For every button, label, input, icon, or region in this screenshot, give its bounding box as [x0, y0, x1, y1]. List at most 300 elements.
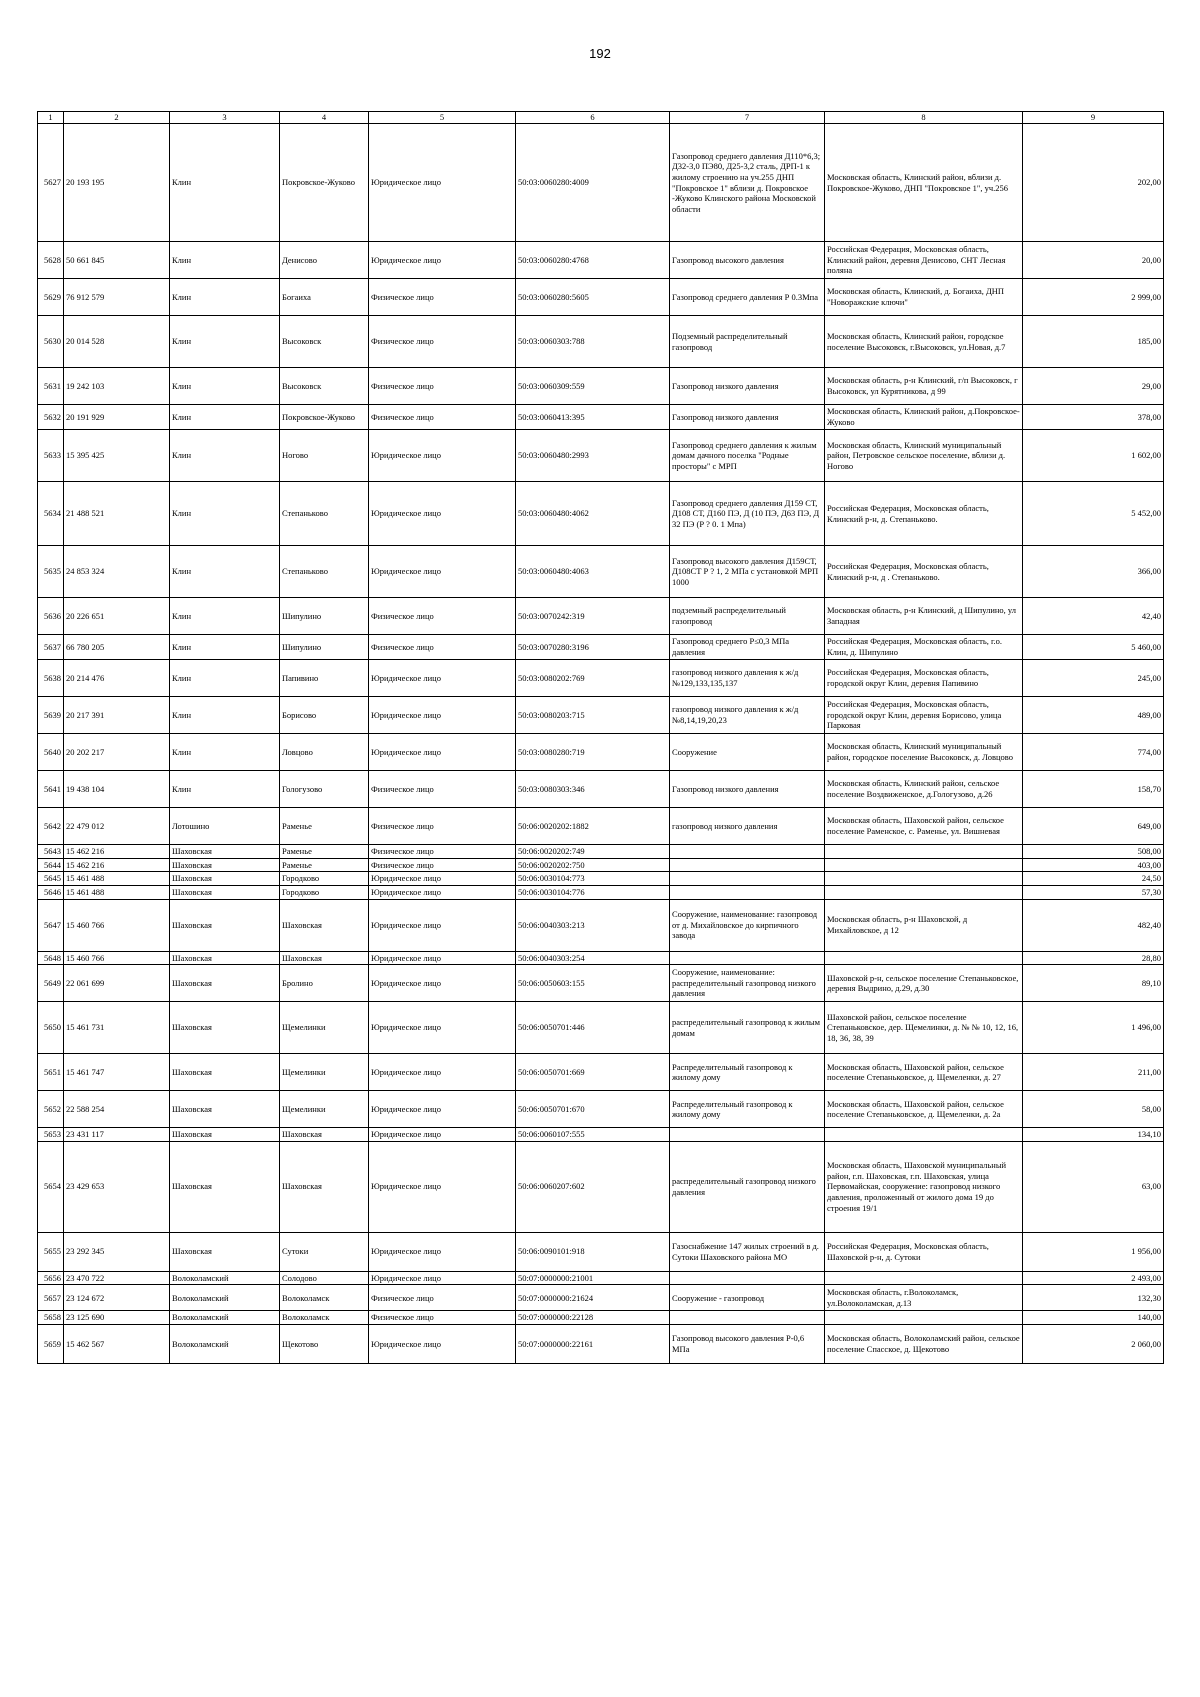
row-number-cell: 5637 [38, 635, 64, 660]
row-number-cell: 5629 [38, 279, 64, 316]
municipality-cell: Клин [170, 242, 280, 279]
area-value-cell: 1 602,00 [1023, 430, 1164, 482]
owner-type-cell: Юридическое лицо [369, 482, 516, 546]
area-value-cell: 140,00 [1023, 1311, 1164, 1325]
owner-type-cell: Физическое лицо [369, 808, 516, 845]
column-header-3: 3 [170, 112, 280, 124]
object-id-cell: 23 431 117 [64, 1128, 170, 1142]
locality-cell: Степаньково [280, 482, 369, 546]
row-number-cell: 5653 [38, 1128, 64, 1142]
object-description-cell: Газопровод низкого давления [670, 771, 825, 808]
address-cell: Шаховской район, сельское поселение Степаньковское, дер. Щемелинки, д. № № 10, 12, 16, 18, 36, 38, 39 [825, 1002, 1023, 1054]
owner-type-cell: Физическое лицо [369, 858, 516, 872]
object-description-cell: Сооружение [670, 734, 825, 771]
object-description-cell: подземный распределительный газопровод [670, 598, 825, 635]
address-cell [825, 951, 1023, 965]
table-body [38, 124, 1164, 1364]
address-cell [825, 1271, 1023, 1285]
area-value-cell: 5 452,00 [1023, 482, 1164, 546]
owner-type-cell: Физическое лицо [369, 771, 516, 808]
object-id-cell: 76 912 579 [64, 279, 170, 316]
object-description-cell: Распределительный газопровод к жилому дому [670, 1054, 825, 1091]
cadastral-number-cell: 50:03:0060309:559 [516, 368, 670, 405]
area-value-cell: 482,40 [1023, 899, 1164, 951]
area-value-cell: 366,00 [1023, 546, 1164, 598]
table-row [38, 660, 1164, 697]
owner-type-cell: Физическое лицо [369, 316, 516, 368]
owner-type-cell: Юридическое лицо [369, 872, 516, 886]
object-id-cell: 20 202 217 [64, 734, 170, 771]
area-value-cell: 2 493,00 [1023, 1271, 1164, 1285]
object-description-cell: Газопровод среднего давления к жилым домам дачного поселка "Родные просторы" с МРП [670, 430, 825, 482]
object-id-cell: 20 217 391 [64, 697, 170, 734]
object-id-cell: 15 460 766 [64, 899, 170, 951]
area-value-cell: 2 060,00 [1023, 1325, 1164, 1364]
cadastral-number-cell: 50:06:0060107:555 [516, 1128, 670, 1142]
object-id-cell: 15 462 216 [64, 858, 170, 872]
address-cell: Московская область, Шаховской муниципальный район, г.п. Шаховская, г.п. Шаховская, улица Первомайская, сооружение: газопровод низкого давления, проложенный от жилого дома 19 до строения 19/1 [825, 1141, 1023, 1232]
object-id-cell: 20 193 195 [64, 124, 170, 242]
cadastral-number-cell: 50:03:0060303:788 [516, 316, 670, 368]
area-value-cell: 378,00 [1023, 405, 1164, 430]
cadastral-number-cell: 50:06:0050603:155 [516, 965, 670, 1002]
row-number-cell: 5627 [38, 124, 64, 242]
table-row [38, 899, 1164, 951]
object-description-cell [670, 872, 825, 886]
object-description-cell [670, 1271, 825, 1285]
cadastral-number-cell: 50:07:0000000:22128 [516, 1311, 670, 1325]
area-value-cell: 24,50 [1023, 872, 1164, 886]
area-value-cell: 28,80 [1023, 951, 1164, 965]
area-value-cell: 2 999,00 [1023, 279, 1164, 316]
table-row [38, 242, 1164, 279]
address-cell: Российская Федерация, Московская область, г.о. Клин, д. Шипулино [825, 635, 1023, 660]
locality-cell: Раменье [280, 845, 369, 859]
locality-cell: Гологузово [280, 771, 369, 808]
cadastral-number-cell: 50:03:0080280:719 [516, 734, 670, 771]
table-row [38, 598, 1164, 635]
object-description-cell: Распределительный газопровод к жилому дому [670, 1091, 825, 1128]
table-row [38, 546, 1164, 598]
table-row [38, 1128, 1164, 1142]
object-id-cell: 19 242 103 [64, 368, 170, 405]
row-number-cell: 5635 [38, 546, 64, 598]
row-number-cell: 5647 [38, 899, 64, 951]
row-number-cell: 5643 [38, 845, 64, 859]
owner-type-cell: Физическое лицо [369, 368, 516, 405]
area-value-cell: 58,00 [1023, 1091, 1164, 1128]
address-cell: Московская область, Клинский муниципальный район, городское поселение Высоковск, д. Ловцово [825, 734, 1023, 771]
cadastral-number-cell: 50:07:0000000:22161 [516, 1325, 670, 1364]
object-id-cell: 23 125 690 [64, 1311, 170, 1325]
row-number-cell: 5650 [38, 1002, 64, 1054]
locality-cell: Покровское-Жуково [280, 124, 369, 242]
object-description-cell: Газопровод низкого давления [670, 405, 825, 430]
address-cell: Российская Федерация, Московская область, Клинский район, деревня Денисово, СНТ Лесная поляна [825, 242, 1023, 279]
table-row [38, 316, 1164, 368]
row-number-cell: 5630 [38, 316, 64, 368]
object-id-cell: 23 292 345 [64, 1232, 170, 1271]
locality-cell: Денисово [280, 242, 369, 279]
address-cell: Московская область, р-н Шаховской, д Михайловское, д 12 [825, 899, 1023, 951]
column-header-1: 1 [38, 112, 64, 124]
municipality-cell: Шаховская [170, 1128, 280, 1142]
table-row [38, 1054, 1164, 1091]
row-number-cell: 5641 [38, 771, 64, 808]
address-cell: Московская область, г.Волоколамск, ул.Волоколамская, д.13 [825, 1285, 1023, 1311]
area-value-cell: 158,70 [1023, 771, 1164, 808]
row-number-cell: 5648 [38, 951, 64, 965]
address-cell: Российская Федерация, Московская область, Клинский р-н, д. Степаньково. [825, 482, 1023, 546]
object-id-cell: 15 461 731 [64, 1002, 170, 1054]
object-description-cell [670, 1311, 825, 1325]
municipality-cell: Шаховская [170, 1232, 280, 1271]
locality-cell: Богаиха [280, 279, 369, 316]
municipality-cell: Волоколамский [170, 1311, 280, 1325]
owner-type-cell: Юридическое лицо [369, 1141, 516, 1232]
owner-type-cell: Юридическое лицо [369, 1002, 516, 1054]
object-description-cell: Газопровод высокого давления Д159СТ, Д108СТ Р ? 1, 2 МПа с установкой МРП 1000 [670, 546, 825, 598]
table-row [38, 872, 1164, 886]
locality-cell: Шаховская [280, 1128, 369, 1142]
object-description-cell: Газопровод среднего Р≤0,3 МПа давления [670, 635, 825, 660]
table-row [38, 482, 1164, 546]
cadastral-number-cell: 50:06:0030104:773 [516, 872, 670, 886]
owner-type-cell: Юридическое лицо [369, 697, 516, 734]
object-description-cell: Сооружение - газопровод [670, 1285, 825, 1311]
row-number-cell: 5631 [38, 368, 64, 405]
municipality-cell: Клин [170, 405, 280, 430]
row-number-cell: 5656 [38, 1271, 64, 1285]
locality-cell: Волоколамск [280, 1285, 369, 1311]
address-cell: Российская Федерация, Московская область, городской округ Клин, деревня Папивино [825, 660, 1023, 697]
table-row [38, 124, 1164, 242]
object-id-cell: 20 191 929 [64, 405, 170, 430]
object-description-cell: газопровод низкого давления [670, 808, 825, 845]
column-header-2: 2 [64, 112, 170, 124]
locality-cell: Шаховская [280, 951, 369, 965]
table-row [38, 430, 1164, 482]
table-row [38, 1285, 1164, 1311]
area-value-cell: 1 496,00 [1023, 1002, 1164, 1054]
municipality-cell: Шаховская [170, 965, 280, 1002]
area-value-cell: 202,00 [1023, 124, 1164, 242]
row-number-cell: 5636 [38, 598, 64, 635]
address-cell: Московская область, Клинский, д. Богаиха, ДНП "Новоражские ключи" [825, 279, 1023, 316]
table-row [38, 845, 1164, 859]
municipality-cell: Клин [170, 279, 280, 316]
locality-cell: Городково [280, 885, 369, 899]
owner-type-cell: Юридическое лицо [369, 430, 516, 482]
address-cell: Московская область, Шаховской район, сельское поселение Степаньковское, д. Щемеленки, д. 2а [825, 1091, 1023, 1128]
cadastral-number-cell: 50:06:0060207:602 [516, 1141, 670, 1232]
locality-cell: Покровское-Жуково [280, 405, 369, 430]
row-number-cell: 5652 [38, 1091, 64, 1128]
table-row [38, 1141, 1164, 1232]
table-row [38, 734, 1164, 771]
object-id-cell: 23 429 653 [64, 1141, 170, 1232]
object-description-cell: газопровод низкого давления к ж/д №129,133,135,137 [670, 660, 825, 697]
object-description-cell: распределительный газопровод к жилым домам [670, 1002, 825, 1054]
cadastral-number-cell: 50:03:0060480:4063 [516, 546, 670, 598]
locality-cell: Щемелинки [280, 1002, 369, 1054]
object-id-cell: 20 014 528 [64, 316, 170, 368]
object-id-cell: 23 470 722 [64, 1271, 170, 1285]
object-description-cell [670, 1128, 825, 1142]
area-value-cell: 134,10 [1023, 1128, 1164, 1142]
row-number-cell: 5654 [38, 1141, 64, 1232]
row-number-cell: 5649 [38, 965, 64, 1002]
object-description-cell [670, 845, 825, 859]
table-row [38, 808, 1164, 845]
municipality-cell: Шаховская [170, 885, 280, 899]
cadastral-number-cell: 50:06:0020202:1882 [516, 808, 670, 845]
cadastral-number-cell: 50:03:0060480:2993 [516, 430, 670, 482]
address-cell: Московская область, р-н Клинский, д Шипулино, ул Западная [825, 598, 1023, 635]
area-value-cell: 649,00 [1023, 808, 1164, 845]
locality-cell: Щемелинки [280, 1054, 369, 1091]
locality-cell: Папивино [280, 660, 369, 697]
cadastral-number-cell: 50:03:0080303:346 [516, 771, 670, 808]
object-id-cell: 15 461 747 [64, 1054, 170, 1091]
column-header-7: 7 [670, 112, 825, 124]
municipality-cell: Клин [170, 734, 280, 771]
object-description-cell: Газопровод среднего давления Д110*6,3; Д32-3,0 ПЭ80, Д25-3,2 сталь, ДРП-1 к жилому строению на уч.255 ДНП "Покровское 1" вблизи д. Покровское -Жуково Клинского района Московской области [670, 124, 825, 242]
object-id-cell: 15 462 216 [64, 845, 170, 859]
row-number-cell: 5659 [38, 1325, 64, 1364]
table-row [38, 405, 1164, 430]
address-cell: Московская область, Шаховской район, сельское поселение Раменское, с. Раменье, ул. Вишневая [825, 808, 1023, 845]
object-description-cell: Подземный распределительный газопровод [670, 316, 825, 368]
object-description-cell: Газопровод низкого давления [670, 368, 825, 405]
municipality-cell: Лотошино [170, 808, 280, 845]
municipality-cell: Клин [170, 482, 280, 546]
row-number-cell: 5639 [38, 697, 64, 734]
object-description-cell: Газоснабжение 147 жилых строений в д. Сутоки Шаховского района МО [670, 1232, 825, 1271]
cadastral-number-cell: 50:03:0060280:4009 [516, 124, 670, 242]
table-row [38, 1271, 1164, 1285]
municipality-cell: Шаховская [170, 858, 280, 872]
object-id-cell: 15 461 488 [64, 885, 170, 899]
object-description-cell: Сооружение, наименование: газопровод от д. Михайловское до кирпичного завода [670, 899, 825, 951]
owner-type-cell: Юридическое лицо [369, 242, 516, 279]
municipality-cell: Клин [170, 771, 280, 808]
locality-cell: Солодово [280, 1271, 369, 1285]
municipality-cell: Шаховская [170, 1141, 280, 1232]
locality-cell: Бролино [280, 965, 369, 1002]
table-row [38, 965, 1164, 1002]
owner-type-cell: Юридическое лицо [369, 965, 516, 1002]
locality-cell: Раменье [280, 808, 369, 845]
object-id-cell: 20 214 476 [64, 660, 170, 697]
address-cell: Московская область, Волоколамский район, сельское поселение Спасское, д. Щекотово [825, 1325, 1023, 1364]
object-description-cell: Газопровод среднего давления Д159 СТ, Д108 СТ, Д160 ПЭ, Д (10 ПЭ, Д63 ПЭ, Д 32 ПЭ (Р ? 0. 1 Мпа) [670, 482, 825, 546]
municipality-cell: Клин [170, 546, 280, 598]
owner-type-cell: Физическое лицо [369, 1311, 516, 1325]
municipality-cell: Клин [170, 598, 280, 635]
object-id-cell: 15 395 425 [64, 430, 170, 482]
locality-cell: Ловцово [280, 734, 369, 771]
cadastral-number-cell: 50:06:0050701:669 [516, 1054, 670, 1091]
area-value-cell: 29,00 [1023, 368, 1164, 405]
cadastral-number-cell: 50:03:0060480:4062 [516, 482, 670, 546]
owner-type-cell: Физическое лицо [369, 279, 516, 316]
locality-cell: Шипулино [280, 598, 369, 635]
object-id-cell: 15 462 567 [64, 1325, 170, 1364]
address-cell: Московская область, Шаховской район, сельское поселение Степаньковское, д. Щемеленки, д. 27 [825, 1054, 1023, 1091]
object-id-cell: 15 460 766 [64, 951, 170, 965]
locality-cell: Щемелинки [280, 1091, 369, 1128]
cadastral-number-cell: 50:03:0080203:715 [516, 697, 670, 734]
area-value-cell: 132,30 [1023, 1285, 1164, 1311]
object-id-cell: 22 588 254 [64, 1091, 170, 1128]
locality-cell: Степаньково [280, 546, 369, 598]
table-row [38, 279, 1164, 316]
address-cell: Московская область, Клинский район, д.Покровское-Жуково [825, 405, 1023, 430]
object-description-cell: газопровод низкого давления к ж/д №8,14,19,20,23 [670, 697, 825, 734]
cadastral-number-cell: 50:06:0050701:670 [516, 1091, 670, 1128]
area-value-cell: 1 956,00 [1023, 1232, 1164, 1271]
registry-table [37, 111, 1164, 1364]
object-id-cell: 22 479 012 [64, 808, 170, 845]
address-cell [825, 885, 1023, 899]
column-header-9: 9 [1023, 112, 1164, 124]
cadastral-number-cell: 50:03:0080202:769 [516, 660, 670, 697]
locality-cell: Шаховская [280, 899, 369, 951]
table-row [38, 635, 1164, 660]
cadastral-number-cell: 50:03:0060280:5605 [516, 279, 670, 316]
municipality-cell: Волоколамский [170, 1325, 280, 1364]
cadastral-number-cell: 50:03:0060280:4768 [516, 242, 670, 279]
area-value-cell: 89,10 [1023, 965, 1164, 1002]
table-row [38, 951, 1164, 965]
address-cell: Московская область, Клинский район, городское поселение Высоковск, г.Высоковск, ул.Новая, д.7 [825, 316, 1023, 368]
row-number-cell: 5657 [38, 1285, 64, 1311]
object-description-cell: Газопровод высокого давления Р-0,6 МПа [670, 1325, 825, 1364]
row-number-cell: 5633 [38, 430, 64, 482]
cadastral-number-cell: 50:06:0050701:446 [516, 1002, 670, 1054]
row-number-cell: 5658 [38, 1311, 64, 1325]
locality-cell: Волоколамск [280, 1311, 369, 1325]
municipality-cell: Клин [170, 368, 280, 405]
owner-type-cell: Юридическое лицо [369, 951, 516, 965]
municipality-cell: Клин [170, 316, 280, 368]
locality-cell: Высоковск [280, 316, 369, 368]
municipality-cell: Волоколамский [170, 1285, 280, 1311]
area-value-cell: 5 460,00 [1023, 635, 1164, 660]
column-header-4: 4 [280, 112, 369, 124]
owner-type-cell: Юридическое лицо [369, 734, 516, 771]
object-description-cell: Сооружение, наименование: распределительный газопровод низкого давления [670, 965, 825, 1002]
owner-type-cell: Юридическое лицо [369, 1128, 516, 1142]
row-number-cell: 5646 [38, 885, 64, 899]
municipality-cell: Шаховская [170, 899, 280, 951]
locality-cell: Высоковск [280, 368, 369, 405]
owner-type-cell: Юридическое лицо [369, 546, 516, 598]
column-header-5: 5 [369, 112, 516, 124]
address-cell: Российская Федерация, Московская область, городской округ Клин, деревня Борисово, улица Парковая [825, 697, 1023, 734]
address-cell: Российская Федерация, Московская область, Клинский р-н, д . Степаньково. [825, 546, 1023, 598]
cadastral-number-cell: 50:07:0000000:21001 [516, 1271, 670, 1285]
column-header-6: 6 [516, 112, 670, 124]
area-value-cell: 20,00 [1023, 242, 1164, 279]
column-header-8: 8 [825, 112, 1023, 124]
row-number-cell: 5632 [38, 405, 64, 430]
cadastral-number-cell: 50:06:0040303:254 [516, 951, 670, 965]
owner-type-cell: Юридическое лицо [369, 885, 516, 899]
locality-cell: Щекотово [280, 1325, 369, 1364]
area-value-cell: 185,00 [1023, 316, 1164, 368]
municipality-cell: Шаховская [170, 951, 280, 965]
owner-type-cell: Юридическое лицо [369, 124, 516, 242]
owner-type-cell: Физическое лицо [369, 635, 516, 660]
table-row [38, 697, 1164, 734]
object-id-cell: 21 488 521 [64, 482, 170, 546]
area-value-cell: 245,00 [1023, 660, 1164, 697]
table-row [38, 1002, 1164, 1054]
object-description-cell: Газопровод высокого давления [670, 242, 825, 279]
table-row [38, 1311, 1164, 1325]
object-id-cell: 24 853 324 [64, 546, 170, 598]
owner-type-cell: Юридическое лицо [369, 1232, 516, 1271]
cadastral-number-cell: 50:03:0070242:319 [516, 598, 670, 635]
table-row [38, 885, 1164, 899]
owner-type-cell: Юридическое лицо [369, 1054, 516, 1091]
object-description-cell [670, 885, 825, 899]
owner-type-cell: Юридическое лицо [369, 899, 516, 951]
area-value-cell: 211,00 [1023, 1054, 1164, 1091]
object-description-cell: Газопровод среднего давления Р 0.3Мпа [670, 279, 825, 316]
cadastral-number-cell: 50:06:0030104:776 [516, 885, 670, 899]
row-number-cell: 5645 [38, 872, 64, 886]
object-description-cell: распределительный газопровод низкого давления [670, 1141, 825, 1232]
cadastral-number-cell: 50:06:0020202:749 [516, 845, 670, 859]
address-cell [825, 1128, 1023, 1142]
owner-type-cell: Юридическое лицо [369, 1271, 516, 1285]
page-number: 192 [589, 46, 611, 61]
municipality-cell: Клин [170, 635, 280, 660]
area-value-cell: 42,40 [1023, 598, 1164, 635]
owner-type-cell: Юридическое лицо [369, 660, 516, 697]
object-id-cell: 50 661 845 [64, 242, 170, 279]
municipality-cell: Клин [170, 660, 280, 697]
object-id-cell: 20 226 651 [64, 598, 170, 635]
locality-cell: Шипулино [280, 635, 369, 660]
municipality-cell: Шаховская [170, 845, 280, 859]
row-number-cell: 5644 [38, 858, 64, 872]
owner-type-cell: Физическое лицо [369, 1285, 516, 1311]
cadastral-number-cell: 50:06:0090101:918 [516, 1232, 670, 1271]
cadastral-number-cell: 50:03:0070280:3196 [516, 635, 670, 660]
locality-cell: Раменье [280, 858, 369, 872]
municipality-cell: Клин [170, 430, 280, 482]
address-cell [825, 845, 1023, 859]
area-value-cell: 508,00 [1023, 845, 1164, 859]
address-cell: Московская область, Клинский район, сельское поселение Воздвиженское, д.Гологузово, д.26 [825, 771, 1023, 808]
object-id-cell: 66 780 205 [64, 635, 170, 660]
row-number-cell: 5638 [38, 660, 64, 697]
table-row [38, 1091, 1164, 1128]
address-cell [825, 872, 1023, 886]
address-cell [825, 1311, 1023, 1325]
table-row [38, 368, 1164, 405]
object-description-cell [670, 858, 825, 872]
row-number-cell: 5651 [38, 1054, 64, 1091]
address-cell [825, 858, 1023, 872]
object-id-cell: 23 124 672 [64, 1285, 170, 1311]
owner-type-cell: Юридическое лицо [369, 1325, 516, 1364]
locality-cell: Ногово [280, 430, 369, 482]
